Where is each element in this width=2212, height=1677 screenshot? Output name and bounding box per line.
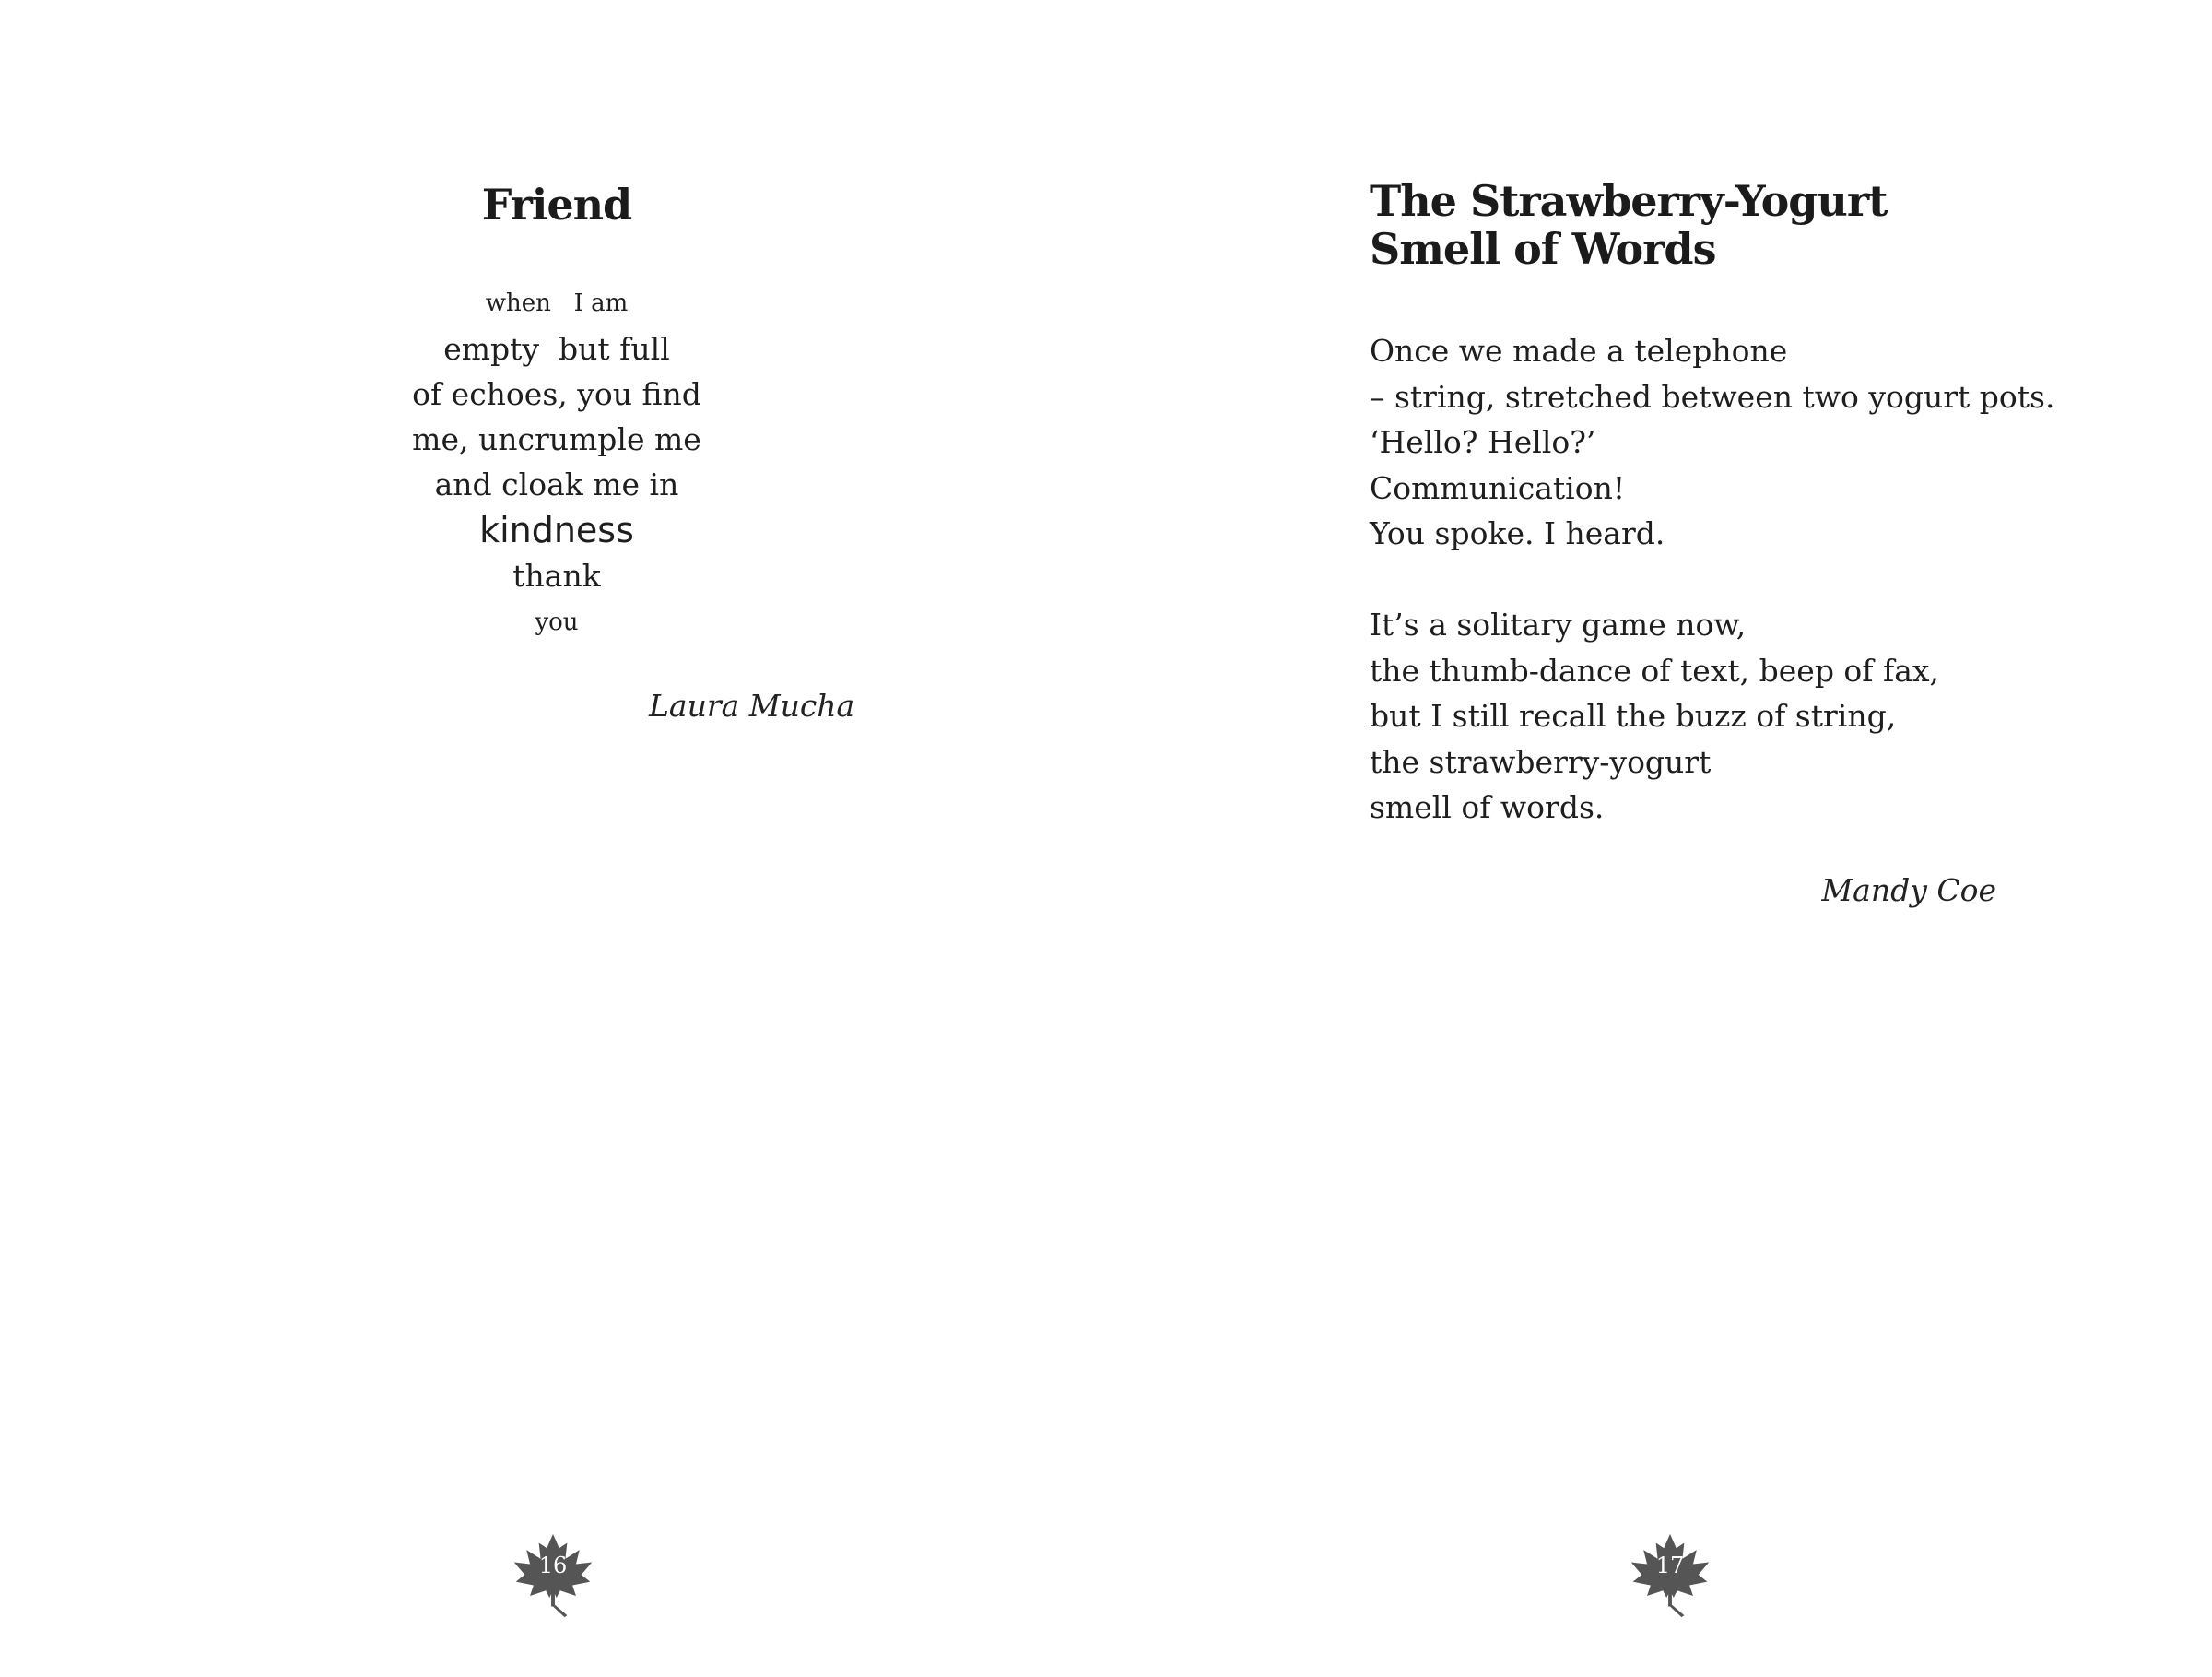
- shape-poem-friend: [369, 280, 745, 645]
- title-line: Smell of Words: [1370, 224, 1716, 274]
- page-number-badge: [509, 1530, 597, 1619]
- poem-line: Once we made a telephone: [1370, 333, 1788, 369]
- poem-title-friend: Friend: [481, 180, 632, 230]
- poem-line: You spoke. I heard.: [1370, 515, 1665, 551]
- poem-line: It’s a solitary game now,: [1370, 607, 1747, 643]
- poem-line: of echoes, you find: [412, 376, 701, 412]
- poem-line-emphasis: kindness: [479, 510, 634, 550]
- poem-line: and cloak me in: [434, 466, 679, 502]
- poem-line: smell of words.: [1370, 789, 1605, 825]
- stanza: [1370, 602, 2054, 831]
- poem-line: empty but full: [443, 331, 670, 367]
- author-name: Laura Mucha: [649, 688, 855, 724]
- poem-line: me, uncrumple me: [412, 421, 701, 457]
- poem-title-strawberry-yogurt: [1370, 177, 1887, 273]
- poem-line: but I still recall the buzz of string,: [1370, 698, 1897, 734]
- title-line: The Strawberry-Yogurt: [1370, 176, 1888, 226]
- poem-line: Communication!: [1370, 469, 1626, 506]
- author-name: Mandy Coe: [1821, 872, 1996, 908]
- poem-line: you: [535, 608, 579, 636]
- poem-body: [1370, 328, 2054, 831]
- poem-line: when I am: [485, 289, 629, 317]
- poem-line: – string, stretched between two yogurt pots.: [1370, 378, 2055, 415]
- poem-line: the strawberry-yogurt: [1370, 743, 1712, 780]
- page-number-badge: [1626, 1530, 1714, 1619]
- page-number: 16: [538, 1553, 568, 1578]
- right-page: [1106, 0, 2212, 1677]
- poem-line: ‘Hello? Hello?’: [1370, 424, 1596, 460]
- poem-line: the thumb-dance of text, beep of fax,: [1370, 652, 1939, 689]
- poem-line: thank: [512, 558, 601, 594]
- stanza: [1370, 328, 2054, 557]
- page-number: 17: [1655, 1553, 1685, 1578]
